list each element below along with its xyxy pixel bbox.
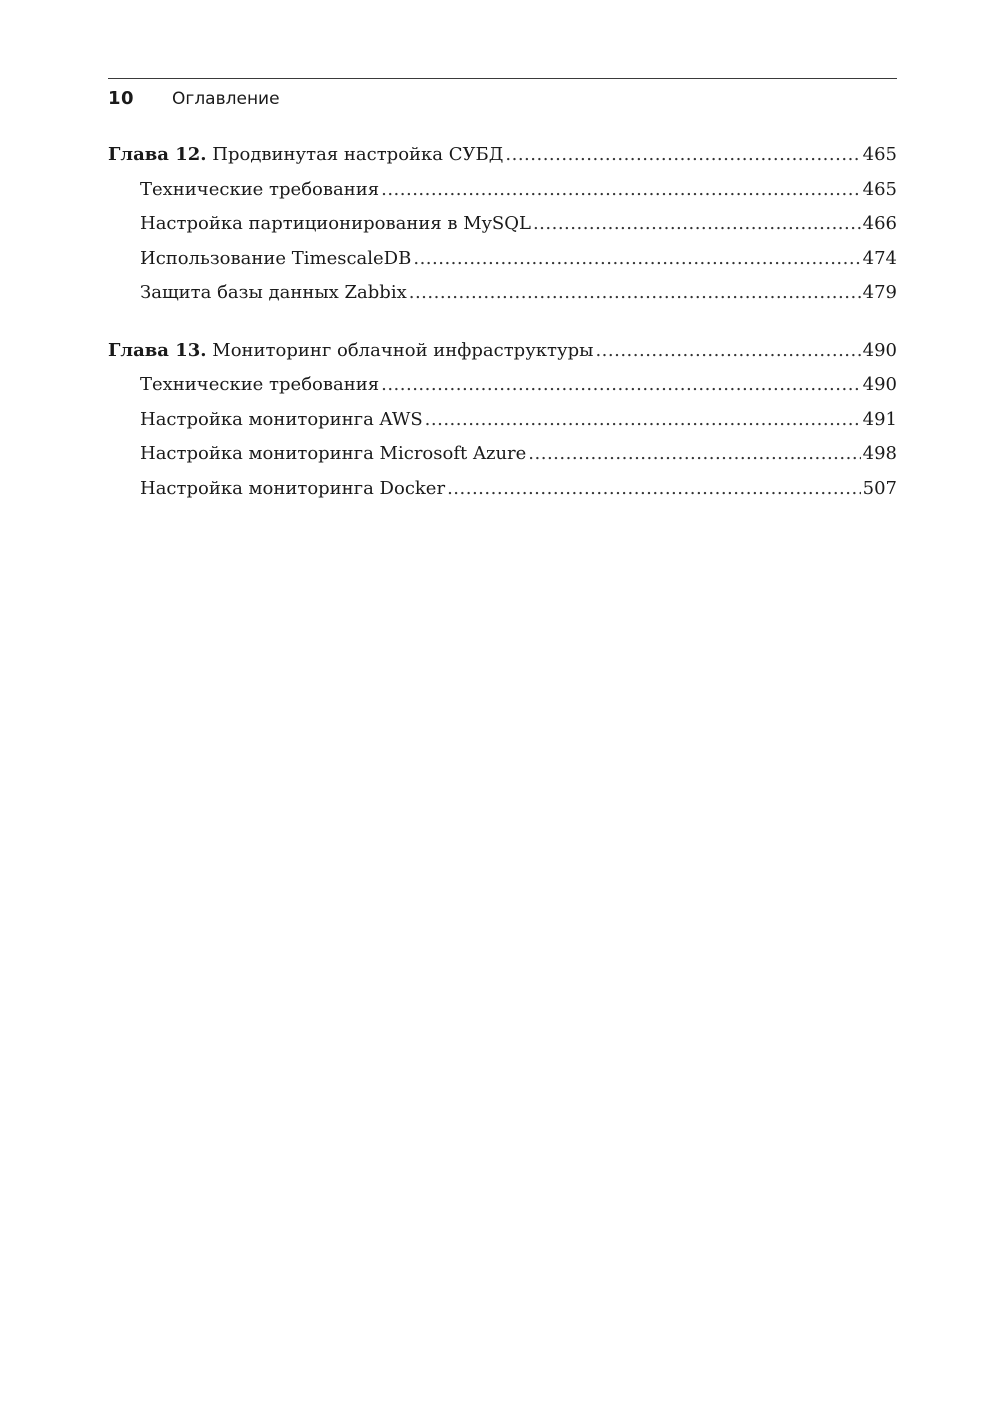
dot-leader <box>447 472 861 507</box>
section-entry[interactable] <box>108 472 897 507</box>
table-of-contents <box>108 138 897 529</box>
running-title: Оглавление <box>172 89 280 109</box>
section-title: Использование TimescaleDB <box>140 247 412 269</box>
section-entry[interactable] <box>108 403 897 438</box>
chapter-name: Мониторинг облачной инфраструктуры <box>212 339 594 361</box>
dot-leader <box>505 138 860 173</box>
section-page: 498 <box>862 443 897 464</box>
chapter-title <box>108 138 503 173</box>
section-entry[interactable] <box>108 437 897 472</box>
section-entry[interactable] <box>108 276 897 311</box>
section-page: 490 <box>862 374 897 395</box>
dot-leader <box>533 207 861 242</box>
chapter-page: 490 <box>862 339 897 361</box>
section-page: 479 <box>862 282 897 303</box>
section-title: Настройка мониторинга Microsoft Azure <box>140 443 527 464</box>
page-number: 10 <box>108 88 135 109</box>
chapter-page: 465 <box>862 144 897 165</box>
chapter-label: Глава 13. <box>108 339 207 361</box>
section-title: Настройка мониторинга Docker <box>140 477 446 499</box>
chapter-title <box>108 334 593 369</box>
section-page: 465 <box>862 178 897 200</box>
section-title: Настройка мониторинга AWS <box>140 408 423 430</box>
dot-leader <box>413 242 860 277</box>
section-page: 491 <box>862 408 897 430</box>
section-title: Настройка партиционирования в MySQL <box>140 213 531 234</box>
dot-leader <box>409 276 861 311</box>
section-entry[interactable] <box>108 207 897 242</box>
chapter-heading[interactable] <box>108 334 897 369</box>
dot-leader <box>381 173 861 208</box>
section-page: 466 <box>862 213 897 234</box>
chapter-12 <box>108 138 897 311</box>
section-title: Защита базы данных Zabbix <box>140 282 407 303</box>
dot-leader <box>595 334 860 369</box>
chapter-label: Глава 12. <box>108 144 207 165</box>
section-entry[interactable] <box>108 242 897 277</box>
chapter-name: Продвинутая настройка СУБД <box>212 144 504 165</box>
dot-leader <box>425 403 861 438</box>
section-page: 474 <box>862 247 897 269</box>
section-title: Технические требования <box>140 178 380 200</box>
section-title: Технические требования <box>140 374 380 395</box>
dot-leader <box>528 437 860 472</box>
section-entry[interactable] <box>108 173 897 208</box>
page-header <box>108 78 897 115</box>
chapter-heading[interactable] <box>108 138 897 173</box>
section-entry[interactable] <box>108 368 897 403</box>
chapter-13 <box>108 334 897 507</box>
dot-leader <box>381 368 861 403</box>
section-page: 507 <box>862 477 897 499</box>
